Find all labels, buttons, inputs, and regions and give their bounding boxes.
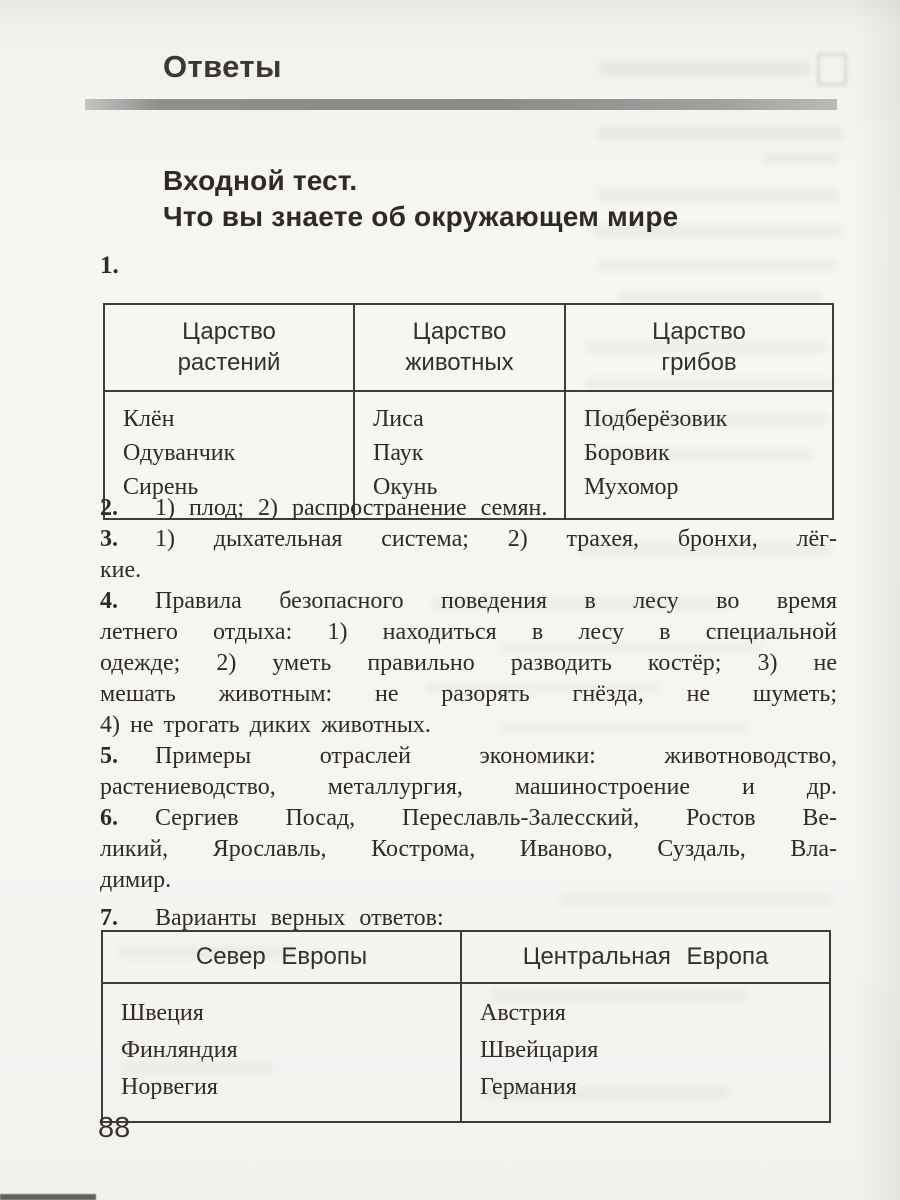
- page-title: Ответы: [163, 49, 282, 84]
- cell-line: Швеция: [121, 1000, 204, 1026]
- bleed-through-artifact: [817, 53, 847, 86]
- header-line: животных: [405, 349, 514, 376]
- europe-header-north: Север Европы: [103, 932, 462, 984]
- page-edge-shading: [0, 0, 900, 26]
- bleed-through-artifact: [600, 61, 810, 76]
- europe-cell-central: [462, 984, 829, 1121]
- bleed-through-artifact: [598, 258, 836, 272]
- cell-line: Сирень: [123, 474, 199, 500]
- answer-number: 5.: [100, 743, 118, 769]
- test-heading-line2: Что вы знаете об окружающем мире: [163, 201, 679, 232]
- answer-line: Примеры отраслей экономики: животноводство,: [155, 743, 837, 769]
- answer-line: мешать животным: не разорять гнёзда, не шуметь;: [100, 681, 837, 707]
- answer-line: летнего отдыха: 1) находиться в лесу в специальной: [100, 619, 837, 645]
- answer-line: Сергиев Посад, Переславль-Залесский, Ростов Ве-: [155, 805, 837, 831]
- answers-list: [100, 493, 837, 934]
- cell-line: Норвегия: [121, 1074, 218, 1100]
- kingdoms-header-fungi: [566, 305, 832, 392]
- answer-line: 1) дыхательная система; 2) трахея, бронхи, лёг-: [155, 526, 837, 552]
- cell-line: Австрия: [480, 1000, 566, 1026]
- header-line: грибов: [661, 349, 737, 376]
- europe-table: [101, 930, 831, 1123]
- answer-number-1: 1.: [100, 252, 119, 279]
- answer-item-5: [100, 741, 837, 772]
- answer-number: 7.: [100, 905, 118, 931]
- answer-item-3: [100, 524, 837, 555]
- bleed-through-artifact: [763, 152, 838, 164]
- header-line: растений: [177, 349, 281, 376]
- kingdoms-table: [103, 303, 834, 520]
- answer-line: одежде; 2) уметь правильно разводить костёр; 3) не: [100, 650, 837, 676]
- cell-line: Финляндия: [121, 1037, 238, 1063]
- cell-line: Паук: [373, 440, 424, 466]
- cell-line: Боровик: [584, 440, 670, 466]
- kingdoms-table-header-row: [105, 305, 832, 392]
- answer-line: растениеводство, металлургия, машиностроение и др.: [100, 774, 837, 800]
- header-line: Царство: [182, 318, 276, 345]
- answer-number: 3.: [100, 526, 118, 552]
- kingdoms-header-animals: [355, 305, 566, 392]
- answer-number: 2.: [100, 495, 118, 521]
- answer-item-2: [100, 493, 837, 524]
- europe-cell-north: [103, 984, 462, 1121]
- answer-line: Правила безопасного поведения в лесу во время: [155, 588, 837, 614]
- answer-item-4: [100, 586, 837, 617]
- page-edge-shading: [854, 0, 900, 1200]
- cell-line: Подберёзовик: [584, 406, 728, 432]
- answer-line: 4) не трогать диких животных.: [100, 712, 431, 738]
- answer-line: Варианты верных ответов:: [155, 905, 444, 931]
- answer-line: кие.: [100, 557, 142, 583]
- answer-line: ликий, Ярославль, Кострома, Иваново, Суздаль, Вла-: [100, 836, 837, 862]
- page-number: 88: [98, 1112, 131, 1144]
- bleed-through-artifact: [598, 127, 843, 141]
- answer-item-6: [100, 803, 837, 834]
- europe-table-body-row: [103, 984, 829, 1121]
- answer-line: 1) плод; 2) распространение семян.: [155, 495, 548, 521]
- cell-line: Одуванчик: [123, 440, 236, 466]
- header-line: Царство: [412, 318, 507, 345]
- europe-header-central: Центральная Европа: [462, 932, 829, 984]
- cell-line: Германия: [480, 1074, 577, 1100]
- test-heading-line1: Входной тест.: [163, 165, 358, 196]
- answer-number: 4.: [100, 588, 118, 614]
- cell-line: Мухомор: [584, 474, 679, 500]
- kingdoms-header-plants: [105, 305, 355, 392]
- cell-line: Окунь: [373, 474, 438, 500]
- scan-edge-artifact: [0, 1194, 96, 1200]
- europe-table-header-row: [103, 932, 829, 984]
- cell-line: Клён: [123, 406, 175, 432]
- cell-line: Швейцария: [480, 1037, 599, 1063]
- header-line: Царство: [652, 318, 746, 345]
- answer-number: 6.: [100, 805, 118, 831]
- answer-line: димир.: [100, 867, 172, 893]
- section-divider-rule: [85, 99, 837, 110]
- test-heading: [163, 163, 678, 235]
- cell-line: Лиса: [373, 406, 424, 432]
